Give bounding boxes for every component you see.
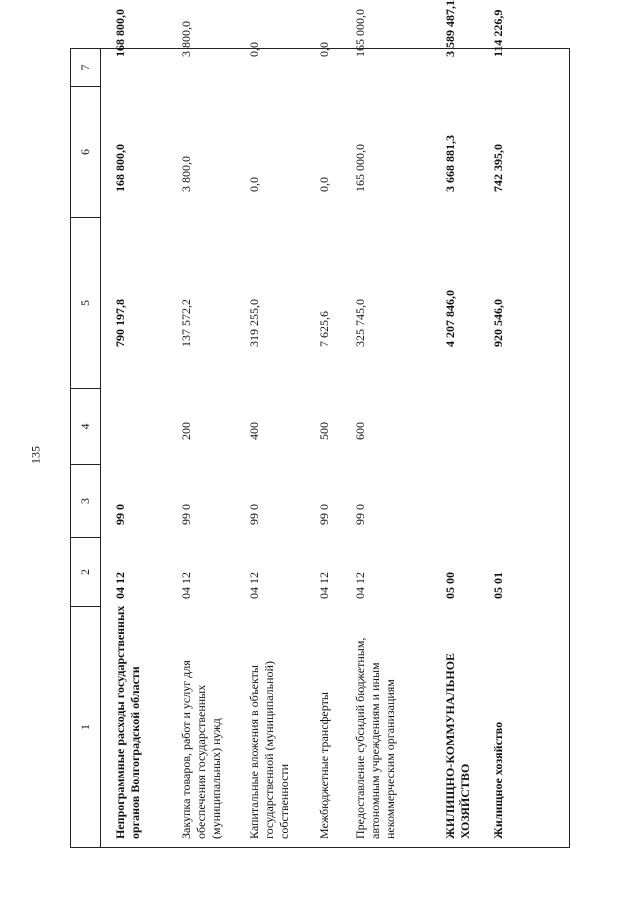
row-section: 04 12 (317, 572, 331, 599)
table-header-row (71, 49, 101, 847)
row-value-5: 790 197,8 (113, 299, 127, 347)
row-section: 05 00 (443, 572, 457, 599)
row-value-5: 920 546,0 (491, 299, 505, 347)
row-name: Предоставление субсидий бюджетным, автономным учреждениям и иным некоммерческим организациям (353, 637, 397, 839)
row-name: Жилищное хозяйство (491, 721, 505, 839)
row-value-7: 0,0 (317, 42, 331, 57)
column-header-4: 4 (78, 423, 92, 430)
row-section: 04 12 (247, 572, 261, 599)
row-type: 600 (353, 422, 367, 440)
row-value-6: 165 000,0 (353, 144, 367, 192)
header-divider (71, 537, 101, 538)
header-divider (71, 464, 101, 465)
row-section: 05 01 (491, 572, 505, 599)
page-number: 135 (28, 446, 43, 464)
row-name: Непрограммные расходы государственных органов Волгоградской области (113, 605, 142, 839)
row-value-7: 3 589 487,1 (443, 0, 457, 57)
row-value-7: 168 800,0 (113, 9, 127, 57)
row-name: Закупка товаров, работ и услуг для обеспечения государственных (муниципальных) нужд (179, 660, 223, 839)
row-target: 99 0 (179, 504, 193, 525)
row-value-6: 0,0 (317, 177, 331, 192)
row-type: 200 (179, 422, 193, 440)
row-value-5: 4 207 846,0 (443, 290, 457, 347)
row-value-7: 0,0 (247, 42, 261, 57)
column-header-6: 6 (78, 149, 92, 155)
row-target: 99 0 (113, 504, 127, 525)
row-type: 400 (247, 422, 261, 440)
row-section: 04 12 (179, 572, 193, 599)
header-divider (71, 606, 101, 607)
row-value-5: 325 745,0 (353, 299, 367, 347)
header-divider (71, 388, 101, 389)
row-value-5: 137 572,2 (179, 299, 193, 347)
row-value-6: 3 668 881,3 (443, 135, 457, 192)
column-header-3: 3 (78, 498, 92, 504)
row-name: ЖИЛИЩНО-КОММУНАЛЬНОЕ ХОЗЯЙСТВО (443, 652, 472, 839)
column-header-7: 7 (78, 64, 92, 71)
row-type: 500 (317, 422, 331, 440)
column-header-2: 2 (78, 569, 92, 575)
row-value-6: 3 800,0 (179, 156, 193, 192)
header-divider (71, 217, 101, 218)
row-target: 99 0 (317, 504, 331, 525)
row-target: 99 0 (247, 504, 261, 525)
row-value-5: 7 625,6 (317, 311, 331, 347)
row-name: Капитальные вложения в объекты государственной (муниципальной) собственности (247, 661, 291, 839)
row-value-7: 165 000,0 (353, 9, 367, 57)
row-target: 99 0 (353, 504, 367, 525)
column-header-5: 5 (78, 300, 92, 306)
header-divider (71, 86, 101, 87)
row-value-6: 0,0 (247, 177, 261, 192)
row-name: Межбюджетные трансферты (317, 692, 331, 839)
row-value-6: 742 395,0 (491, 144, 505, 192)
row-value-7: 3 800,0 (179, 21, 193, 57)
row-section: 04 12 (113, 572, 127, 599)
column-header-1: 1 (78, 724, 92, 730)
row-value-5: 319 255,0 (247, 299, 261, 347)
row-value-6: 168 800,0 (113, 144, 127, 192)
row-section: 04 12 (353, 572, 367, 599)
budget-table (70, 0, 570, 848)
row-value-7: 114 226,9 (491, 9, 505, 57)
